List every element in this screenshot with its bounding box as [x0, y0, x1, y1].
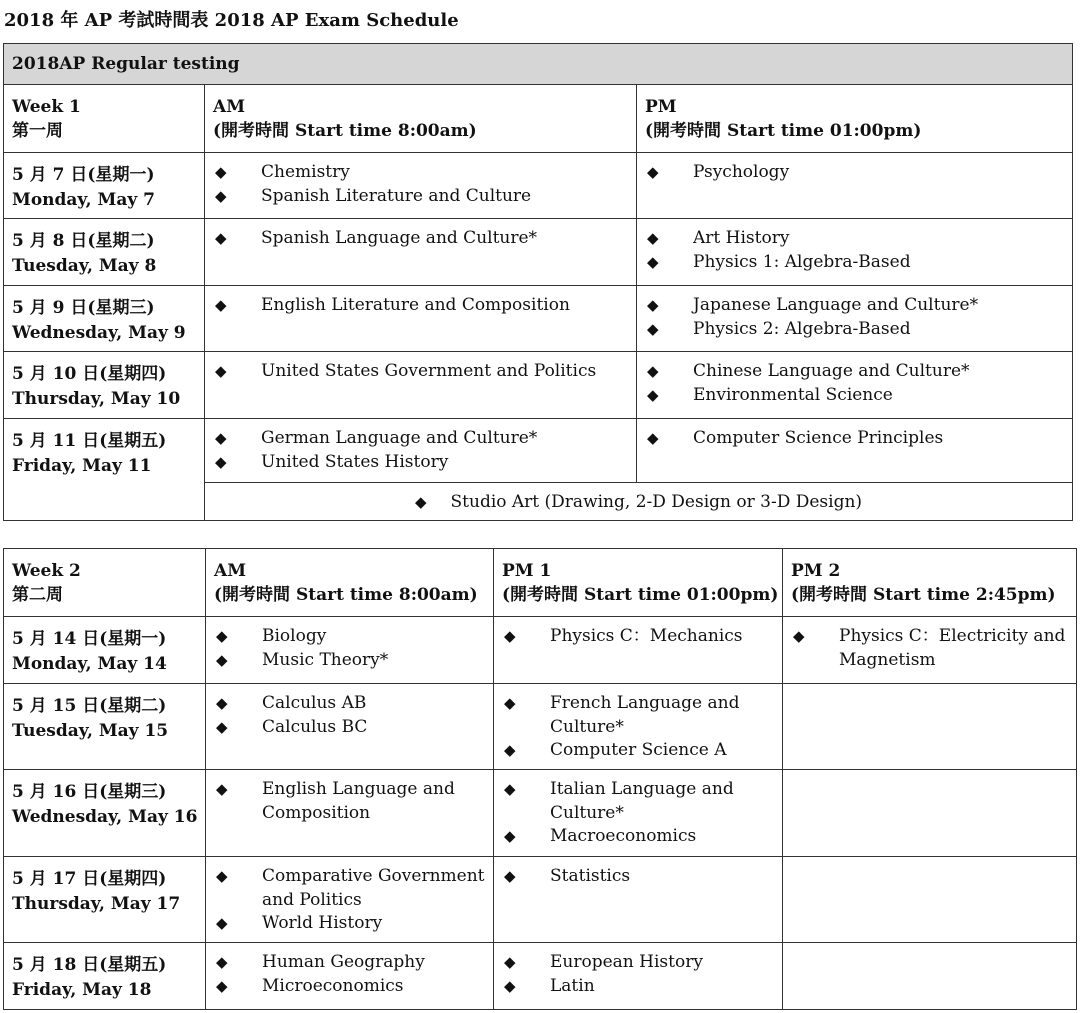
diamond-bullet-icon: ◆: [647, 362, 659, 380]
pm1-exams-cell: [494, 943, 783, 1010]
diamond-bullet-icon: ◆: [647, 252, 659, 271]
diamond-bullet-icon: ◆: [504, 976, 516, 995]
date-cell: [4, 286, 205, 352]
week1-pm-header: [637, 85, 1073, 153]
exam-item: [205, 294, 636, 318]
exam-item: [206, 649, 493, 673]
date-en: Tuesday, May 8: [12, 256, 157, 276]
date-cell: [4, 770, 206, 857]
diamond-bullet-icon: ◆: [647, 296, 659, 314]
date-cell: [4, 153, 205, 219]
diamond-bullet-icon: ◆: [504, 867, 516, 885]
am-exams-cell: [205, 286, 637, 352]
pm-exams-cell: [637, 153, 1073, 219]
studio-art-exam: Studio Art (Drawing, 2-D Design or 3-D Design): [450, 491, 863, 512]
table-row: [4, 286, 1073, 352]
am-exams-cell: [205, 352, 637, 419]
week-label-zh: 第二周: [12, 585, 63, 605]
am-exams-cell: [206, 684, 494, 770]
table-row: [4, 943, 1077, 1010]
exam-name: Physics C：Electricity and Magnetism: [839, 626, 1066, 670]
exam-name: Latin: [550, 975, 595, 996]
week2-week-header: [4, 549, 206, 617]
exam-name: Chinese Language and Culture*: [693, 361, 970, 381]
date-cell: [4, 857, 206, 943]
exam-name: Computer Science A: [550, 740, 727, 760]
exam-name: Statistics: [550, 866, 631, 886]
exam-name: English Language and Composition: [262, 779, 455, 823]
exam-item: [637, 318, 1072, 342]
week1-am-header: [205, 85, 637, 153]
exam-name: Computer Science Principles: [693, 428, 944, 448]
exam-item: [206, 975, 493, 999]
diamond-bullet-icon: ◆: [216, 780, 228, 798]
table-row: [4, 352, 1073, 419]
exam-name: United States History: [261, 451, 449, 472]
diamond-bullet-icon: ◆: [216, 627, 228, 645]
exam-name: Macroeconomics: [550, 826, 697, 846]
date-zh: 5 月 16 日(星期三): [12, 782, 167, 802]
pm2-exams-cell: [783, 857, 1077, 943]
am-label: AM: [213, 97, 246, 117]
exam-name: Microeconomics: [262, 975, 404, 996]
table-row: [4, 219, 1073, 286]
exam-name: Environmental Science: [693, 384, 893, 405]
date-zh: 5 月 9 日(星期三): [12, 298, 155, 318]
date-zh: 5 月 11 日(星期五): [12, 431, 167, 451]
date-en: Wednesday, May 9: [12, 323, 186, 343]
week-label-en: Week 2: [12, 561, 81, 581]
exam-item: [637, 294, 1072, 318]
regular-testing-banner: 2018AP Regular testing: [4, 44, 1073, 85]
diamond-bullet-icon: ◆: [215, 296, 227, 314]
diamond-bullet-icon: ◆: [647, 429, 659, 447]
diamond-bullet-icon: ◆: [216, 717, 228, 736]
exam-name: Japanese Language and Culture*: [693, 295, 979, 315]
pm1-exams-cell: [494, 684, 783, 770]
exam-item: [205, 227, 636, 251]
exam-item: [494, 739, 782, 763]
table-row: [4, 617, 1077, 684]
exam-item: [637, 427, 1072, 451]
exam-name: Spanish Language and Culture*: [261, 228, 538, 248]
date-cell: [4, 419, 205, 521]
exam-item: [637, 161, 1072, 185]
week2-pm1-header: [494, 549, 783, 617]
date-zh: 5 月 18 日(星期五): [12, 955, 167, 975]
date-zh: 5 月 14 日(星期一): [12, 629, 167, 649]
pm2-start-time: (開考時間 Start time 2:45pm): [791, 585, 1056, 605]
exam-item: [206, 692, 493, 716]
exam-name: United States Government and Politics: [261, 361, 597, 381]
exam-name: Spanish Literature and Culture: [261, 185, 532, 206]
diamond-bullet-icon: ◆: [215, 429, 227, 447]
exam-item: [205, 451, 636, 475]
am-exams-cell: [206, 943, 494, 1010]
pm-exams-cell: [637, 352, 1073, 419]
exam-name: Physics C：Mechanics: [550, 626, 743, 646]
am-exams-cell: [206, 617, 494, 684]
pm2-exams-cell: [783, 617, 1077, 684]
date-zh: 5 月 15 日(星期二): [12, 696, 167, 716]
date-cell: [4, 352, 205, 419]
date-en: Friday, May 18: [12, 980, 152, 1000]
exam-name: Physics 1: Algebra-Based: [693, 251, 911, 272]
diamond-bullet-icon: ◆: [504, 627, 516, 645]
am-label: AM: [214, 561, 247, 581]
table-row: [4, 153, 1073, 219]
exam-item: [205, 360, 636, 384]
diamond-bullet-icon: ◆: [215, 362, 227, 380]
diamond-bullet-icon: ◆: [504, 694, 516, 712]
diamond-bullet-icon: ◆: [504, 953, 516, 971]
exam-item: [206, 625, 493, 649]
date-en: Thursday, May 17: [12, 894, 181, 914]
exam-item: [494, 975, 782, 999]
diamond-bullet-icon: ◆: [216, 867, 228, 885]
diamond-bullet-icon: ◆: [504, 827, 516, 845]
exam-name: Physics 2: Algebra-Based: [693, 318, 911, 339]
pm2-exams-cell: [783, 943, 1077, 1010]
exam-item: [637, 227, 1072, 251]
table-row: [4, 770, 1077, 857]
exam-item: [205, 427, 636, 451]
am-exams-cell: [205, 419, 637, 483]
pm1-start-time: (開考時間 Start time 01:00pm): [502, 585, 779, 605]
exam-name: Italian Language and Culture*: [550, 779, 734, 823]
exam-item: [494, 825, 782, 849]
exam-name: German Language and Culture*: [261, 428, 538, 448]
exam-item: [206, 865, 493, 912]
week2-schedule-table: [3, 548, 1077, 1010]
diamond-bullet-icon: ◆: [215, 229, 227, 247]
exam-name: Chemistry: [261, 162, 350, 182]
pm1-exams-cell: [494, 770, 783, 857]
pm2-label: PM 2: [791, 561, 841, 581]
exam-item: [494, 625, 782, 649]
date-zh: 5 月 8 日(星期二): [12, 231, 155, 251]
exam-name: Human Geography: [262, 952, 425, 972]
exam-item: [205, 161, 636, 185]
table-row: [4, 857, 1077, 943]
exam-item: [205, 185, 636, 209]
date-cell: [4, 617, 206, 684]
exam-item: [206, 778, 493, 825]
pm1-exams-cell: [494, 857, 783, 943]
diamond-bullet-icon: ◆: [216, 694, 228, 712]
exam-name: English Literature and Composition: [261, 295, 570, 315]
pm2-exams-cell: [783, 770, 1077, 857]
pm-exams-cell: [637, 419, 1073, 483]
diamond-bullet-icon: ◆: [414, 492, 427, 511]
pm-start-time: (開考時間 Start time 01:00pm): [645, 121, 922, 141]
exam-item: [206, 912, 493, 936]
date-zh: 5 月 7 日(星期一): [12, 165, 155, 185]
exam-item: [637, 384, 1072, 408]
date-zh: 5 月 17 日(星期四): [12, 869, 167, 889]
am-exams-cell: [206, 770, 494, 857]
pm-exams-cell: [637, 219, 1073, 286]
exam-item: [494, 865, 782, 889]
diamond-bullet-icon: ◆: [647, 319, 659, 338]
diamond-bullet-icon: ◆: [504, 741, 516, 759]
diamond-bullet-icon: ◆: [647, 385, 659, 404]
am-start-time: (開考時間 Start time 8:00am): [213, 121, 477, 141]
date-cell: [4, 943, 206, 1010]
exam-name: Comparative Government and Politics: [262, 866, 485, 910]
exam-name: Calculus AB: [262, 693, 367, 713]
exam-name: Music Theory*: [262, 649, 389, 670]
diamond-bullet-icon: ◆: [504, 780, 516, 798]
date-en: Monday, May 14: [12, 654, 167, 674]
date-cell: [4, 219, 205, 286]
exam-item: [783, 625, 1076, 672]
date-zh: 5 月 10 日(星期四): [12, 364, 167, 384]
week1-schedule-table: [3, 43, 1073, 521]
exam-item: [494, 778, 782, 825]
exam-item: [637, 360, 1072, 384]
week2-pm2-header: [783, 549, 1077, 617]
exam-name: European History: [550, 952, 703, 972]
exam-item: [206, 951, 493, 975]
diamond-bullet-icon: ◆: [647, 229, 659, 247]
pm-exams-cell: [637, 286, 1073, 352]
diamond-bullet-icon: ◆: [793, 627, 805, 645]
exam-item: [206, 716, 493, 740]
exam-name: Art History: [693, 228, 790, 248]
am-exams-cell: [206, 857, 494, 943]
exam-name: Psychology: [693, 162, 790, 182]
exam-name: World History: [262, 913, 383, 933]
week-label-en: Week 1: [12, 97, 81, 117]
date-en: Monday, May 7: [12, 190, 155, 210]
date-en: Thursday, May 10: [12, 389, 181, 409]
studio-art-cell: [205, 483, 1073, 521]
week1-week-header: [4, 85, 205, 153]
exam-name: French Language and Culture*: [550, 693, 740, 737]
exam-item: [494, 692, 782, 739]
diamond-bullet-icon: ◆: [215, 452, 227, 471]
diamond-bullet-icon: ◆: [215, 163, 227, 181]
week-label-zh: 第一周: [12, 121, 63, 141]
exam-name: Calculus BC: [262, 716, 368, 737]
date-en: Wednesday, May 16: [12, 807, 198, 827]
diamond-bullet-icon: ◆: [216, 650, 228, 669]
am-exams-cell: [205, 153, 637, 219]
table-row: [4, 419, 1073, 483]
date-en: Friday, May 11: [12, 456, 152, 476]
exam-item: [494, 951, 782, 975]
diamond-bullet-icon: ◆: [216, 976, 228, 995]
pm1-exams-cell: [494, 617, 783, 684]
pm2-exams-cell: [783, 684, 1077, 770]
date-en: Tuesday, May 15: [12, 721, 169, 741]
week2-am-header: [206, 549, 494, 617]
diamond-bullet-icon: ◆: [216, 914, 228, 932]
pm-label: PM: [645, 97, 677, 117]
diamond-bullet-icon: ◆: [647, 163, 659, 181]
diamond-bullet-icon: ◆: [215, 186, 227, 205]
exam-name: Biology: [262, 626, 327, 646]
am-start-time: (開考時間 Start time 8:00am): [214, 585, 478, 605]
pm1-label: PM 1: [502, 561, 552, 581]
exam-item: [637, 251, 1072, 275]
date-cell: [4, 684, 206, 770]
page-title: 2018 年 AP 考試時間表 2018 AP Exam Schedule: [4, 10, 459, 31]
diamond-bullet-icon: ◆: [216, 953, 228, 971]
table-row: [4, 684, 1077, 770]
am-exams-cell: [205, 219, 637, 286]
